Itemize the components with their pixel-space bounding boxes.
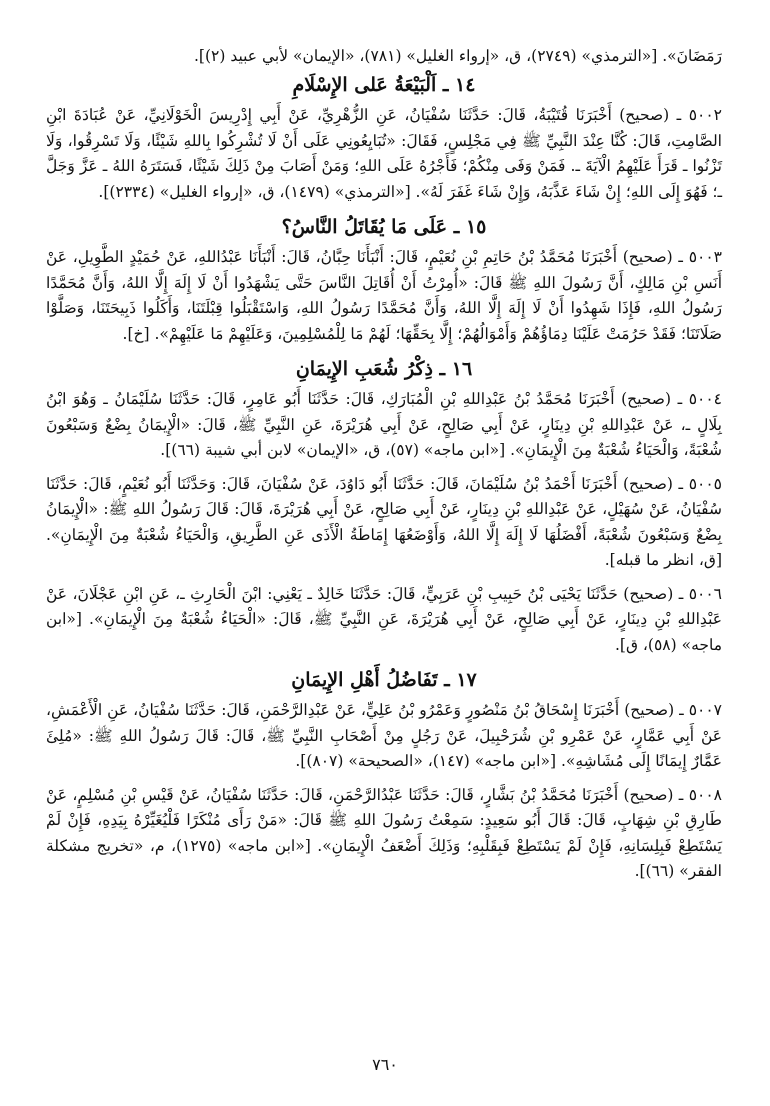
page-number: ٧٦٠ [372,1055,398,1074]
hadith-5003 [46,245,722,347]
section-heading: ١٧ ـ تَفَاضُلُ أَهْلِ الإِيمَانِ [291,669,477,691]
hadith-text: ٥٠٠٨ ـ (صحيح) أَخْبَرَنَا مُحَمَّدُ بْنُ بَشَّارٍ، قَالَ: حَدَّثَنَا عَبْدُالرَّحْمَنِ، قَالَ: حَدَّثَنَا سُفْيَانُ، عَنْ قَيْسِ بْنِ مُسْلِمٍ، عَنْ طَارِقِ بْنِ شِهَابٍ، قَالَ: قَالَ أَبُو سَعِيدٍ: سَمِعْتُ رَسُولَ اللهِ ﷺ قَالَ: «مَنْ رَأَى مُنْكَرًا فَلْيُغَيِّرْهُ بِيَدِهِ، فَإِنْ لَمْ يَسْتَطِعْ فَبِلِسَانِهِ، فَإِنْ لَمْ يَسْتَطِعْ فَبِقَلْبِهِ؛ وَذَلِكَ أَضْعَفُ الْإِيمَانِ». [«ابن ماجه» (١٢٧٥)، م، «تخريج مشكلة الفقر» (٦٦)]. [46,785,722,880]
hadith-5007 [46,698,722,775]
section-16 [46,355,722,658]
section-17 [46,666,722,885]
continuation-line: رَمَضَانَ». [«الترمذي» (٢٧٤٩)، ق، «إرواء الغليل» (٧٨١)، «الإيمان» لأبي عبيد (٢)]. [193,47,722,65]
hadith-5005 [46,472,722,574]
hadith-text: ٥٠٠٥ ـ (صحيح) أَخْبَرَنَا أَحْمَدُ بْنُ سُلَيْمَانَ، قَالَ: حَدَّثَنَا أَبُو دَاوُدَ، عَنْ سُفْيَانَ، قَالَ: وَحَدَّثَنَا أَبُو نُعَيْمٍ، قَالَ: حَدَّثَنَا سُفْيَانُ، عَنْ سُهَيْلٍ، عَنْ عَبْدِاللهِ بْنِ دِينَارٍ، عَنْ أَبِي صَالِحٍ، عَنْ أَبِي هُرَيْرَةَ، قَالَ: قَالَ رَسُولُ اللهِ ﷺ: «الْإِيمَانُ بِضْعٌ وَسَبْعُونَ شُعْبَةً، أَفْضَلُهَا لَا إِلَهَ إِلَّا اللهُ، وَأَوْضَعُهَا إِمَاطَةُ الْأَذَى عَنِ الطَّرِيقِ، وَالْحَيَاءُ شُعْبَةٌ مِنَ الْإِيمَانِ». [ق، انظر ما قبله]. [46,474,722,569]
hadith-text: ٥٠٠٣ ـ (صحيح) أَخْبَرَنَا مُحَمَّدُ بْنُ حَاتِمِ بْنِ نُعَيْمٍ، قَالَ: أَنْبَأَنَا حِبَّانُ، قَالَ: أَنْبَأَنَا عَبْدُاللهِ، عَنْ حُمَيْدٍ الطَّوِيلِ، عَنْ أَنَسِ بْنِ مَالِكٍ، أَنَّ رَسُولَ اللهِ ﷺ قَالَ: «أُمِرْتُ أَنْ أُقَاتِلَ النَّاسَ حَتَّى يَشْهَدُوا أَنْ لَا إِلَهَ إِلَّا اللهُ، وَأَنَّ مُحَمَّدًا رَسُولُ اللهِ، فَإِذَا شَهِدُوا أَنْ لَا إِلَهَ إِلَّا اللهُ، وَأَنَّ مُحَمَّدًا رَسُولُ اللهِ، وَاسْتَقْبَلُوا قِبْلَتَنَا، وَأَكَلُوا ذَبِيحَتَنَا، وَصَلَّوْا صَلَاتَنَا؛ فَقَدْ حَرُمَتْ عَلَيْنَا دِمَاؤُهُمْ وَأَمْوَالُهُمْ؛ إِلَّا بِحَقِّهَا؛ لَهُمْ مَا لِلْمُسْلِمِينَ، وَعَلَيْهِمْ مَا عَلَيْهِمْ». [خ]. [46,248,722,343]
section-heading: ١٦ ـ ذِكْرُ شُعَبِ الإِيمَانِ [295,358,473,380]
section-heading: ١٥ ـ عَلَى مَا يُقَاتَلُ النَّاسُ؟ [281,216,487,238]
hadith-5008 [46,783,722,885]
hadith-text: ٥٠٠٧ ـ (صحيح) أَخْبَرَنَا إِسْحَاقُ بْنُ مَنْصُورٍ وَعَمْرُو بْنُ عَلِيٍّ، عَنْ عَبْدِالرَّحْمَنِ، قَالَ: حَدَّثَنَا سُفْيَانُ، عَنِ الْأَعْمَشِ، عَنْ أَبِي عَمَّارٍ، عَنْ عَمْرِو بْنِ شُرَحْبِيلَ، عَنْ رَجُلٍ مِنْ أَصْحَابِ النَّبِيِّ ﷺ، قَالَ: قَالَ رَسُولُ اللهِ ﷺ: «مُلِئَ عَمَّارٌ إِيمَانًا إِلَى مُشَاشِهِ». [«ابن ماجه» (١٤٧)، «الصحيحة» (٨٠٧)]. [46,701,722,770]
hadith-text: ٥٠٠٤ ـ (صحيح) أَخْبَرَنَا مُحَمَّدُ بْنُ عَبْدِاللهِ بْنِ الْمُبَارَكِ، قَالَ: حَدَّثَنَا أَبُو عَامِرٍ، قَالَ: حَدَّثَنَا سُلَيْمَانُ ـ وَهُوَ ابْنُ بِلَالٍ ـ، عَنْ عَبْدِاللهِ بْنِ دِينَارٍ، عَنْ أَبِي صَالِحٍ، عَنْ أَبِي هُرَيْرَةَ، عَنِ النَّبِيِّ ﷺ، قَالَ: «الْإِيمَانُ بِضْعٌ وَسَبْعُونَ شُعْبَةً، وَالْحَيَاءُ شُعْبَةٌ مِنَ الْإِيمَانِ». [«ابن ماجه» (٥٧)، ق، «الإيمان» لابن أبي شيبة (٦٦)]. [46,390,722,459]
section-14 [46,71,722,205]
hadith-text: ٥٠٠٦ ـ (صحيح) حَدَّثَنَا يَحْيَى بْنُ حَبِيبِ بْنِ عَرَبِيٍّ، قَالَ: حَدَّثَنَا خَالِدٌ ـ يَعْنِي: ابْنَ الْحَارِثِ ـ، عَنِ ابْنِ عَجْلَانَ، عَنْ عَبْدِاللهِ بْنِ دِينَارٍ، عَنْ أَبِي صَالِحٍ، عَنْ أَبِي هُرَيْرَةَ، عَنِ النَّبِيِّ ﷺ، قَالَ: «الْحَيَاءُ شُعْبَةٌ مِنَ الْإِيمَانِ». [«ابن ماجه» (٥٨)، ق]. [46,584,722,654]
hadith-text: ٥٠٠٢ ـ (صحيح) أَخْبَرَنَا قُتَيْبَةُ، قَالَ: حَدَّثَنَا سُفْيَانُ، عَنِ الزُّهْرِيِّ، عَنْ أَبِي إِدْرِيسَ الْخَوْلَانِيِّ، عَنْ عُبَادَةَ ابْنِ الصَّامِتِ، قَالَ: كُنَّا عِنْدَ النَّبِيِّ ﷺ فِي مَجْلِسٍ، فَقَالَ: «تُبَايِعُونِي عَلَى أَنْ لَا تُشْرِكُوا بِاللهِ شَيْئًا، وَلَا تَسْرِقُوا، وَلَا تَزْنُوا ـ قَرَأَ عَلَيْهِمُ الْآيَةَ ـ. فَمَنْ وَفَى مِنْكُمْ؛ فَأَجْرُهُ عَلَى اللهِ؛ وَمَنْ أَصَابَ مِنْ ذَلِكَ شَيْئًا، فَسَتَرَهُ اللهُ ـ عَزَّ وَجَلَّ ـ؛ فَهُوَ إِلَى اللهِ؛ إِنْ شَاءَ عَذَّبَهُ، وَإِنْ شَاءَ غَفَرَ لَهُ». [«الترمذي» (١٤٧٩)، ق، «إرواء الغليل» (٢٣٣٤)]. [46,106,722,201]
section-heading: ١٤ ـ اَلْبَيْعَةُ عَلى الإِسْلَامِ [292,74,476,96]
hadith-5006 [46,582,722,659]
section-15 [46,213,722,347]
hadith-5002 [46,103,722,205]
hadith-5004 [46,387,722,464]
